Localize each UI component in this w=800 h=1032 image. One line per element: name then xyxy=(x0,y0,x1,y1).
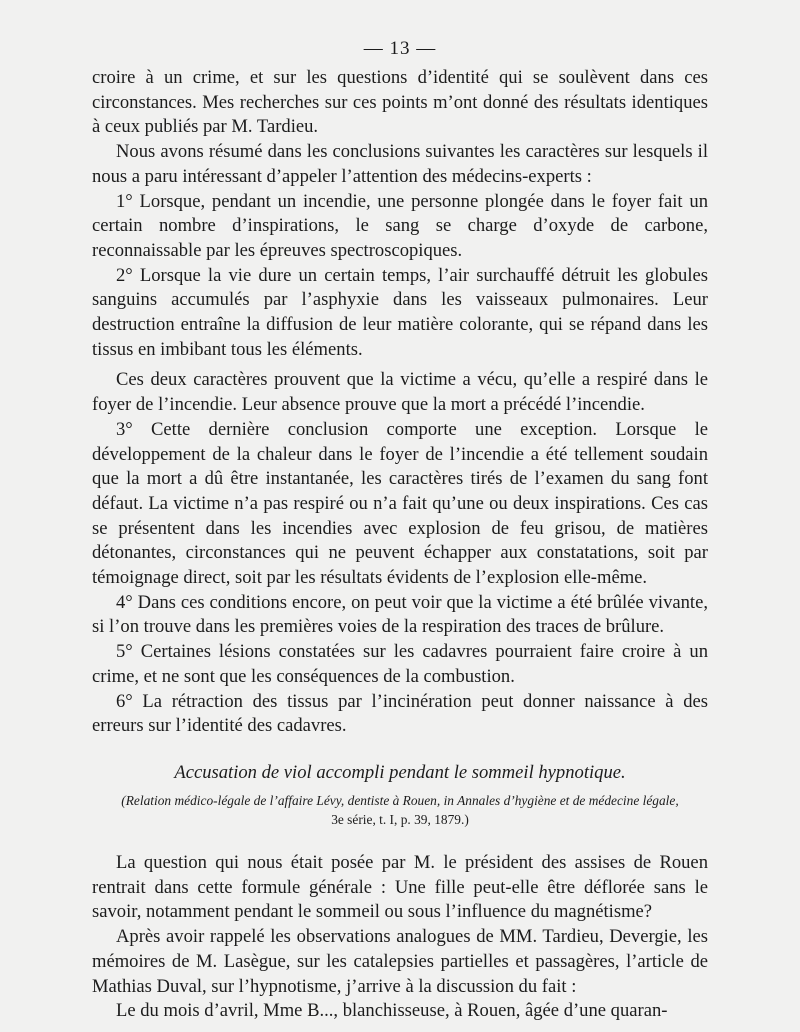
paragraph-question: La question qui nous était posée par M. le président des assises de Rouen rentrait dans cette formule générale : Une fille peut-elle être déflorée sans le savoir, notamment pendant le sommeil ou sous l’influence du magnétisme? xyxy=(92,851,708,923)
paragraph-case-start: Le du mois d’avril, Mme B..., blanchisseuse, à Rouen, âgée d’une quaran- xyxy=(116,1000,668,1022)
section-title: Accusation de viol accompli pendant le sommeil hypnotique. xyxy=(174,761,626,783)
paragraph-conclusion-5: 5° Certaines lésions constatées sur les cadavres pourraient faire croire à un crime, et ne sont que les conséquences de la combustion. xyxy=(92,641,708,687)
paragraph-conclusions-intro: Nous avons résumé dans les conclusions suivantes les caractères sur lesquels il nous a paru intéressant d’appeler l’attention des médecins-experts : xyxy=(92,141,708,187)
paragraph-two-characters: Ces deux caractères prouvent que la victime a vécu, qu’elle a respiré dans le foyer de l’incendie. Leur absence prouve que la mort a précédé l’incendie. xyxy=(92,369,708,416)
paragraph-conclusion-6: 6° La rétraction des tissus par l’incinération peut donner naissance à des erreurs sur l’identité des cadavres. xyxy=(92,690,708,737)
page-number: — 13 — xyxy=(363,38,437,59)
paragraph-conclusion-2: 2° Lorsque la vie dure un certain temps, l’air surchauffé détruit les globules sanguins accumulés par l’asphyxie dans les vaisseaux pulmonaires. Leur destruction entraîne la diffusion de leur matière colorante, qui se répand dans les tissus en imbibant tous les éléments. xyxy=(92,264,708,360)
paragraph-continuation: croire à un crime, et sur les questions d’identité qui se soulèvent dans ces circonstances. Mes recherches sur ces points m’ont donné des résultats identiques à ceux publiés par M. Tardieu. xyxy=(92,67,708,138)
paragraph-conclusion-1: 1° Lorsque, pendant un incendie, une personne plongée dans le foyer fait un certain nombre d’inspirations, le sang se charge d’oxyde de carbone, reconnaissable par les épreuves spectroscopiques. xyxy=(92,190,708,261)
paragraph-observations: Après avoir rappelé les observations analogues de MM. Tardieu, Devergie, les mémoires de M. Lasègue, sur les catalepsies partielles et passagères, l’article de Mathias Duval, sur l’hypnotisme, j’arrive à la discussion du fait : xyxy=(92,926,708,997)
paragraph-conclusion-4: 4° Dans ces conditions encore, on peut voir que la victime a été brûlée vivante, si l’on trouve dans les premières voies de la respiration des traces de brûlure. xyxy=(92,591,708,638)
reference-citation: (Relation médico-légale de l’affaire Lévy, dentiste à Rouen, in Annales d’hygiène et de médecine légale, xyxy=(121,792,679,808)
page-body xyxy=(92,66,708,1024)
paragraph-conclusion-3: 3° Cette dernière conclusion comporte une exception. Lorsque le développement de la chaleur dans le foyer de l’incendie a été tellement soudain que la mort a dû être instantanée, les caractères tirés de l’examen du sang font défaut. La victime n’a pas respiré ou n’a fait qu’une ou deux inspirations. Ces cas se présentent dans les incendies avec explosion de feu grisou, de matières détonantes, circonstances qui ne peuvent échapper aux constatations, soit par témoignage direct, soit par les résultats évidents de l’explosion elle-même. xyxy=(92,418,708,589)
reference-citation-line2: 3e série, t. I, p. 39, 1879.) xyxy=(331,811,469,827)
